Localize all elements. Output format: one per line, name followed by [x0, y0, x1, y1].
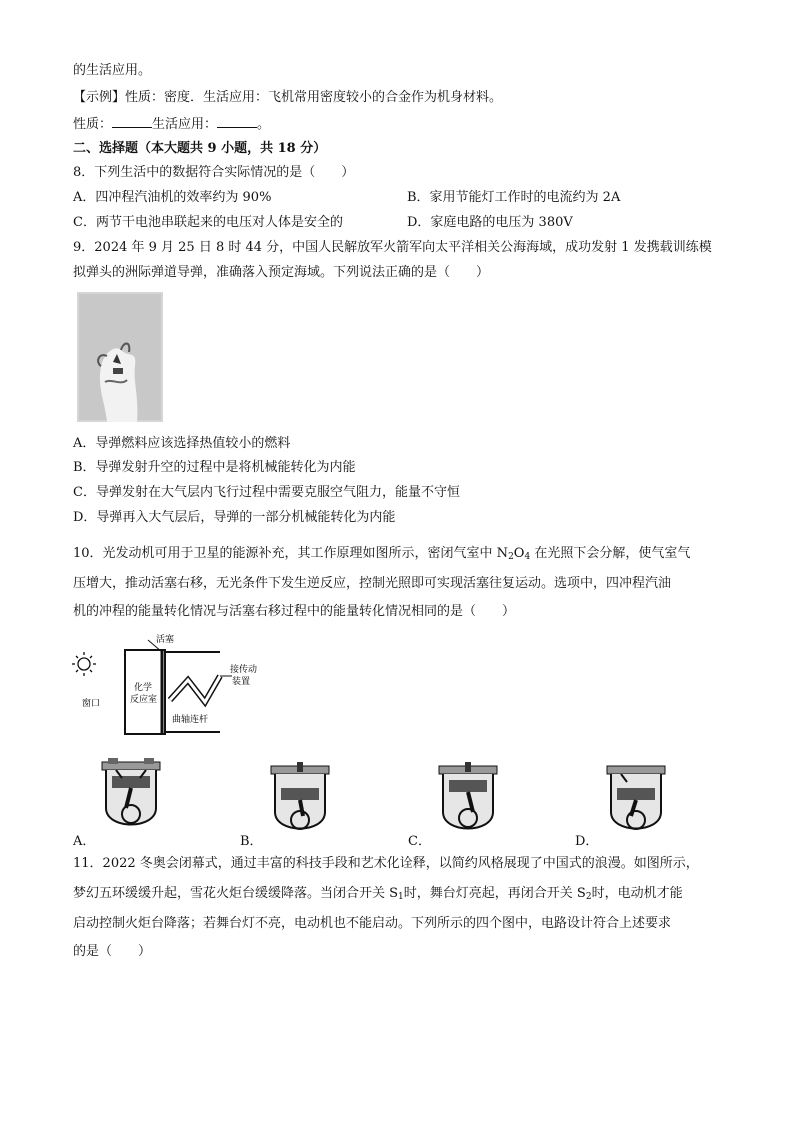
answer-end: 。 [257, 117, 271, 132]
option-label-b: B． [240, 834, 263, 849]
q10-text: 在光照下会分解，使气室气 [530, 546, 691, 561]
chamber-label: 反应室 [130, 695, 158, 705]
question-10: 压增大，推动活塞右移，无光条件下发生逆反应，控制光照即可实现活塞往复运动。选项中，四冲程汽油 [73, 576, 672, 591]
question-11 [73, 885, 683, 906]
q11-text: 时，舞台灯亮起，再闭合开关 S [403, 886, 586, 901]
question-11: 的是（ ） [73, 944, 152, 959]
question-9: 9．2024 年 9 月 25 日 8 时 44 分，中国人民解放军火箭军向太平洋相关公海海域，成功发射 1 发携载训练模 [73, 240, 712, 255]
device-label: 装置 [232, 677, 251, 687]
option-9a: A．导弹燃料应该选择热值较小的燃料 [73, 436, 291, 451]
q11-subscript: 1 [398, 892, 404, 902]
rod-label: 曲轴连杆 [172, 715, 209, 725]
device-label: 接传动 [230, 665, 258, 675]
answer-blank[interactable] [217, 115, 257, 128]
option-9b: B．导弹发射升空的过程中是将机械能转化为内能 [73, 460, 356, 475]
question-10: 机的冲程的能量转化情况与活塞右移过程中的能量转化情况相同的是（ ） [73, 604, 516, 619]
q10-text: 10．光发动机可用于卫星的能源补充，其工作原理如图所示，密闭气室中 N [73, 546, 509, 561]
option-8c: C．两节干电池串联起来的电压对人体是安全的 [73, 215, 343, 230]
q11-text: 时，电动机才能 [591, 886, 683, 901]
engine-option-d[interactable] [603, 762, 669, 842]
q10-subscript: 4 [524, 552, 531, 562]
answer-label: 性质： [73, 117, 113, 132]
option-label-a: A． [73, 834, 96, 849]
text-line: 的生活应用。 [73, 63, 152, 78]
question-11: 启动控制火炬台降落；若舞台灯不亮，电动机也不能启动。下列所示的四个图中，电路设计符合上述要求 [73, 916, 672, 931]
chamber-label: 化学 [134, 683, 153, 693]
light-engine-diagram [70, 630, 270, 740]
option-8a: A．四冲程汽油机的效率约为 90% [73, 190, 272, 205]
answer-line [73, 115, 270, 134]
question-10 [73, 545, 690, 566]
window-label: 窗口 [82, 699, 101, 709]
q10-subscript: 2 [508, 552, 514, 562]
q10-text: O [513, 546, 525, 561]
question-9: 拟弹头的洲际弹道导弹，准确落入预定海域。下列说法正确的是（ ） [73, 265, 490, 280]
engine-option-a[interactable] [98, 758, 164, 838]
option-8d: D．家庭电路的电压为 380V [407, 215, 573, 230]
option-label-d: D． [575, 834, 599, 849]
piston-label: 活塞 [156, 635, 175, 645]
q11-text: 梦幻五环缓缓升起，雪花火炬台缓缓降落。当闭合开关 S [73, 886, 399, 901]
question-11: 11．2022 冬奥会闭幕式，通过丰富的科技手段和艺术化诠释，以简约风格展现了中国式的浪漫。如图所示， [73, 856, 699, 871]
sun-icon [72, 652, 96, 676]
question-8: 8．下列生活中的数据符合实际情况的是（ ） [73, 165, 355, 180]
option-8b: B．家用节能灯工作时的电流约为 2A [407, 190, 621, 205]
option-label-c: C． [408, 834, 431, 849]
option-9c: C．导弹发射在大气层内飞行过程中需要克服空气阻力，能量不守恒 [73, 485, 460, 500]
q11-subscript: 2 [585, 892, 592, 902]
answer-blank[interactable] [112, 115, 152, 128]
missile-photo [77, 292, 163, 422]
engine-option-c[interactable] [435, 762, 501, 842]
example-line: 【示例】性质：密度．生活应用：飞机常用密度较小的合金作为机身材料。 [73, 90, 503, 105]
answer-label: 生活应用： [152, 117, 218, 132]
section-title: 二、选择题（本大题共 9 小题，共 18 分） [73, 141, 327, 156]
engine-option-b[interactable] [267, 762, 333, 842]
option-9d: D．导弹再入大气层后，导弹的一部分机械能转化为内能 [73, 510, 396, 525]
